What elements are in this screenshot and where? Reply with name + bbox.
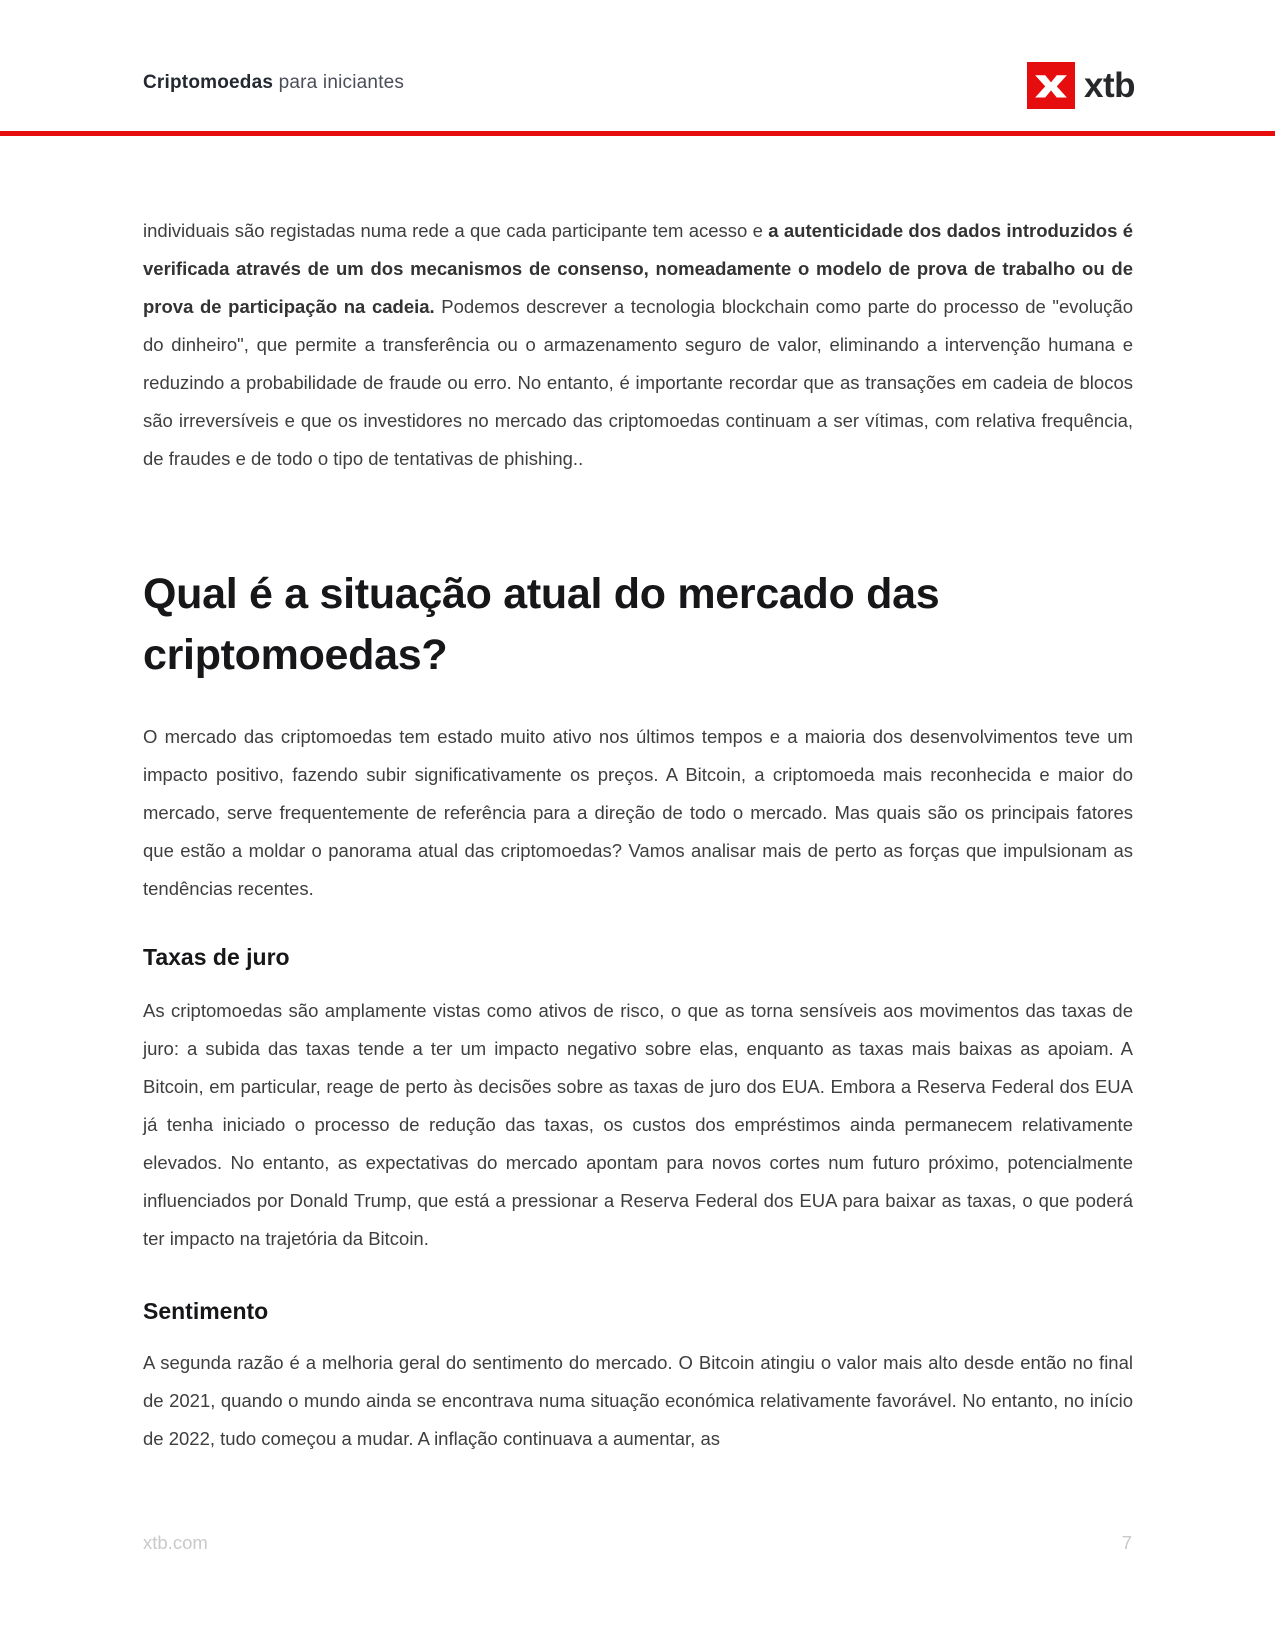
market-overview-paragraph: O mercado das criptomoedas tem estado muito ativo nos últimos tempos e a maioria dos desenvolvimentos teve um impacto positivo, fazendo subir significativamente os preços. A Bitcoin, a criptomoeda mais reconhecida e maior do mercado, serve frequentemente de referência para a direção de todo o mercado. Mas quais são os principais fatores que estão a moldar o panorama atual das criptomoedas? Vamos analisar mais de perto as forças que impulsionam as tendências recentes. <box>143 726 1133 899</box>
intro-paragraph-lead: individuais são registadas numa rede a que cada participante tem acesso e <box>143 220 769 241</box>
page-footer <box>143 1532 1132 1554</box>
intro-paragraph-bold: a autenticidade dos dados introduzidos é verificada através de um dos mecanismos de consenso, nomeadamente o modelo de prova de trabalho ou de prova de participação na cadeia. <box>143 220 1133 317</box>
intro-paragraph-rest: Podemos descrever a tecnologia blockchain como parte do processo de "evolução do dinheiro", que permite a transferência ou o armazenamento seguro de valor, eliminando a intervenção humana e reduzindo a probabilidade de fraude ou erro. No entanto, é importante recordar que as transações em cadeia de blocos são irreversíveis e que os investidores no mercado das criptomoedas continuam a ser vítimas, com relativa frequência, de fraudes e de todo o tipo de tentativas de phishing.. <box>143 296 1134 469</box>
header-divider-rule <box>0 131 1275 136</box>
intro-paragraph <box>143 212 1133 478</box>
page-content <box>143 212 1133 1458</box>
document-header-title <box>143 72 404 94</box>
section-heading-sentiment: Sentimento <box>143 1298 269 1324</box>
footer-site-text: xtb.com <box>143 1532 208 1553</box>
section-body-interest-rates: As criptomoedas são amplamente vistas como ativos de risco, o que as torna sensíveis aos movimentos das taxas de juro: a subida das taxas tende a ter um impacto negativo sobre elas, enquanto as taxas mais baixas as apoiam. A Bitcoin, em particular, reage de perto às decisões sobre as taxas de juro dos EUA. Embora a Reserva Federal dos EUA já tenha iniciado o processo de redução das taxas, os custos dos empréstimos ainda permanecem relativamente elevados. No entanto, as expectativas do mercado apontam para novos cortes num futuro próximo, potencialmente influenciados por Donald Trump, que está a pressionar a Reserva Federal dos EUA para baixar as taxas, o que poderá ter impacto na trajetória da Bitcoin. <box>143 1000 1133 1249</box>
page-number: 7 <box>1121 1532 1132 1553</box>
document-title-regular: para iniciantes <box>273 72 405 93</box>
xtb-wordmark: xtb <box>1084 66 1135 105</box>
document-title-bold: Criptomoedas <box>143 72 274 93</box>
section-heading-interest-rates: Taxas de juro <box>143 944 290 970</box>
main-heading: Qual é a situação atual do mercado das criptomoedas? <box>143 570 940 679</box>
section-body-sentiment: A segunda razão é a melhoria geral do sentimento do mercado. O Bitcoin atingiu o valor mais alto desde então no final de 2021, quando o mundo ainda se encontrava numa situação económica relativamente favorável. No entanto, no início de 2022, tudo começou a mudar. A inflação continuava a aumentar, as <box>143 1352 1133 1449</box>
xtb-x-icon <box>1027 62 1075 109</box>
xtb-brand-logo <box>1027 62 1135 109</box>
